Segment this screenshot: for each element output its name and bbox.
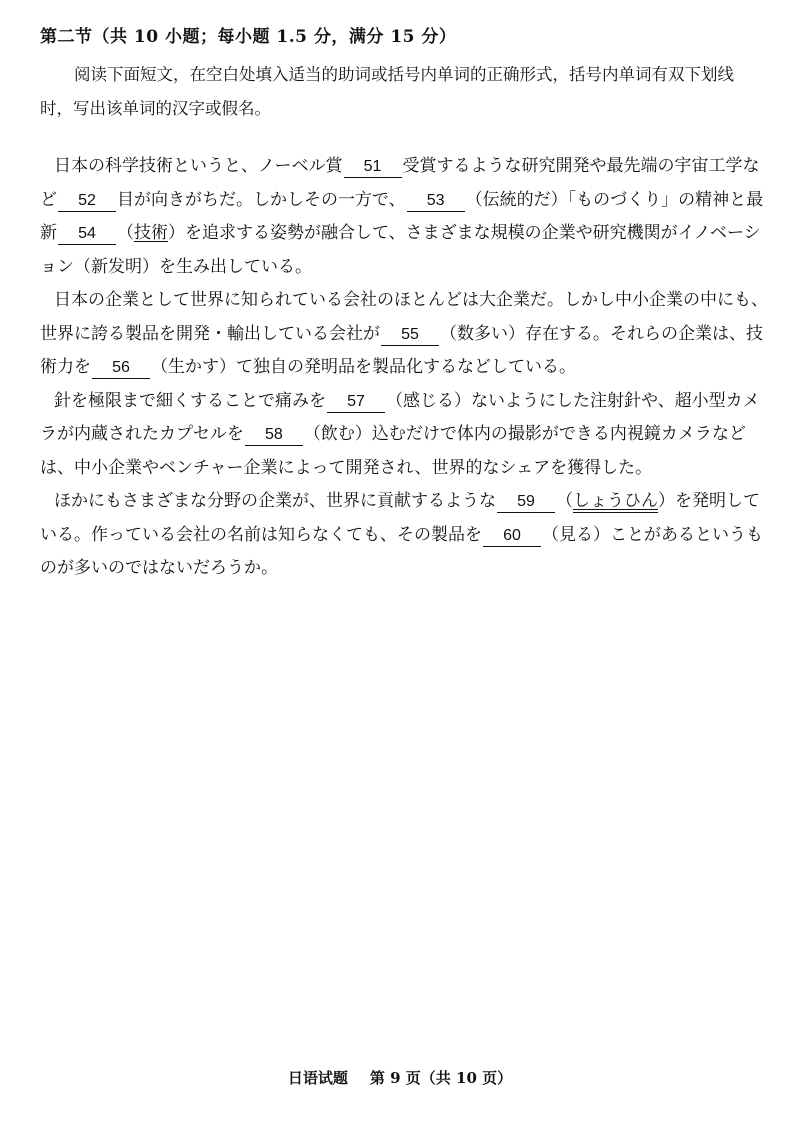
blank-60: 60	[483, 526, 541, 547]
instructions-text: 阅读下面短文，在空白处填入适当的助词或括号内单词的正确形式，括号内单词有双下划线时，写出该单词的汉字或假名。	[40, 65, 734, 118]
passage-text: ）を追求する姿勢が融合して、さまざまな規模の企業や研究機関がイノベーション（新发明）を生み出している。	[40, 223, 761, 277]
blank-58: 58	[245, 425, 303, 446]
passage-text: （飲む）込むだけで体内の撮影ができる内視鏡カメラなどは、中小企業やベンチャー企業によって開発され、世界的なシェアを獲得した。	[40, 424, 746, 478]
blank-56: 56	[92, 358, 150, 379]
passage-text: （感じる）ないようにした注射針や、超小型カメラが内蔵されたカプセルを	[40, 390, 760, 444]
instructions	[40, 58, 760, 126]
paragraph-3	[40, 385, 770, 486]
passage-text: 日本の科学技術というと、ノーベル賞	[54, 156, 343, 176]
footer-subject: 日语试题	[287, 1069, 348, 1087]
blank-52: 52	[58, 191, 116, 212]
double-underlined-word-59: しょうひん	[573, 491, 658, 511]
blank-53: 53	[407, 191, 465, 212]
passage-text: （生かす）て独自の発明品を製品化するなどしている。	[151, 357, 576, 377]
paragraph-2	[40, 284, 770, 385]
blank-54: 54	[58, 224, 116, 245]
passage-text: （	[556, 491, 573, 511]
paragraph-1	[40, 150, 770, 284]
passage-text: （伝統的だ）「ものづくり」の精神と最新	[40, 189, 764, 243]
passage-text: 目が向きがちだ。しかしその一方で、	[117, 189, 406, 210]
blank-59: 59	[497, 492, 555, 513]
passage-text: 日本の企業として世界に知られている会社のほとんどは大企業だ。しかし中小企業の中にも、世界に誇る製品を開発・輸出している会社が	[40, 290, 768, 344]
passage-text: 針を極限まで細くすることで痛みを	[54, 390, 326, 411]
blank-57: 57	[327, 392, 385, 413]
passage-text: ）を発明している。作っている会社の名前は知らなくても、その製品を	[40, 491, 760, 545]
blank-55: 55	[381, 325, 439, 346]
passage-text: ほかにもさまざまな分野の企業が、世界に貢献するような	[54, 491, 496, 511]
reading-passage	[40, 150, 770, 586]
blank-51: 51	[344, 157, 402, 178]
passage-text: （見る）ことがあるというものが多いのではないだろうか。	[40, 524, 763, 578]
footer-page-number: 第 9 页（共 10 页）	[369, 1069, 513, 1087]
section-heading: 第二节（共 10 小题；每小题 1.5 分，满分 15 分）	[40, 27, 457, 47]
passage-text: 受賞するような研究開発や最先端の宇宙工学など	[40, 156, 760, 210]
underlined-word-54: 技術	[134, 223, 168, 243]
page-footer	[0, 1067, 800, 1088]
paragraph-4	[40, 485, 770, 586]
passage-text: （	[117, 223, 134, 243]
passage-text: （数多い）存在する。それらの企業は、技術力を	[40, 323, 763, 377]
